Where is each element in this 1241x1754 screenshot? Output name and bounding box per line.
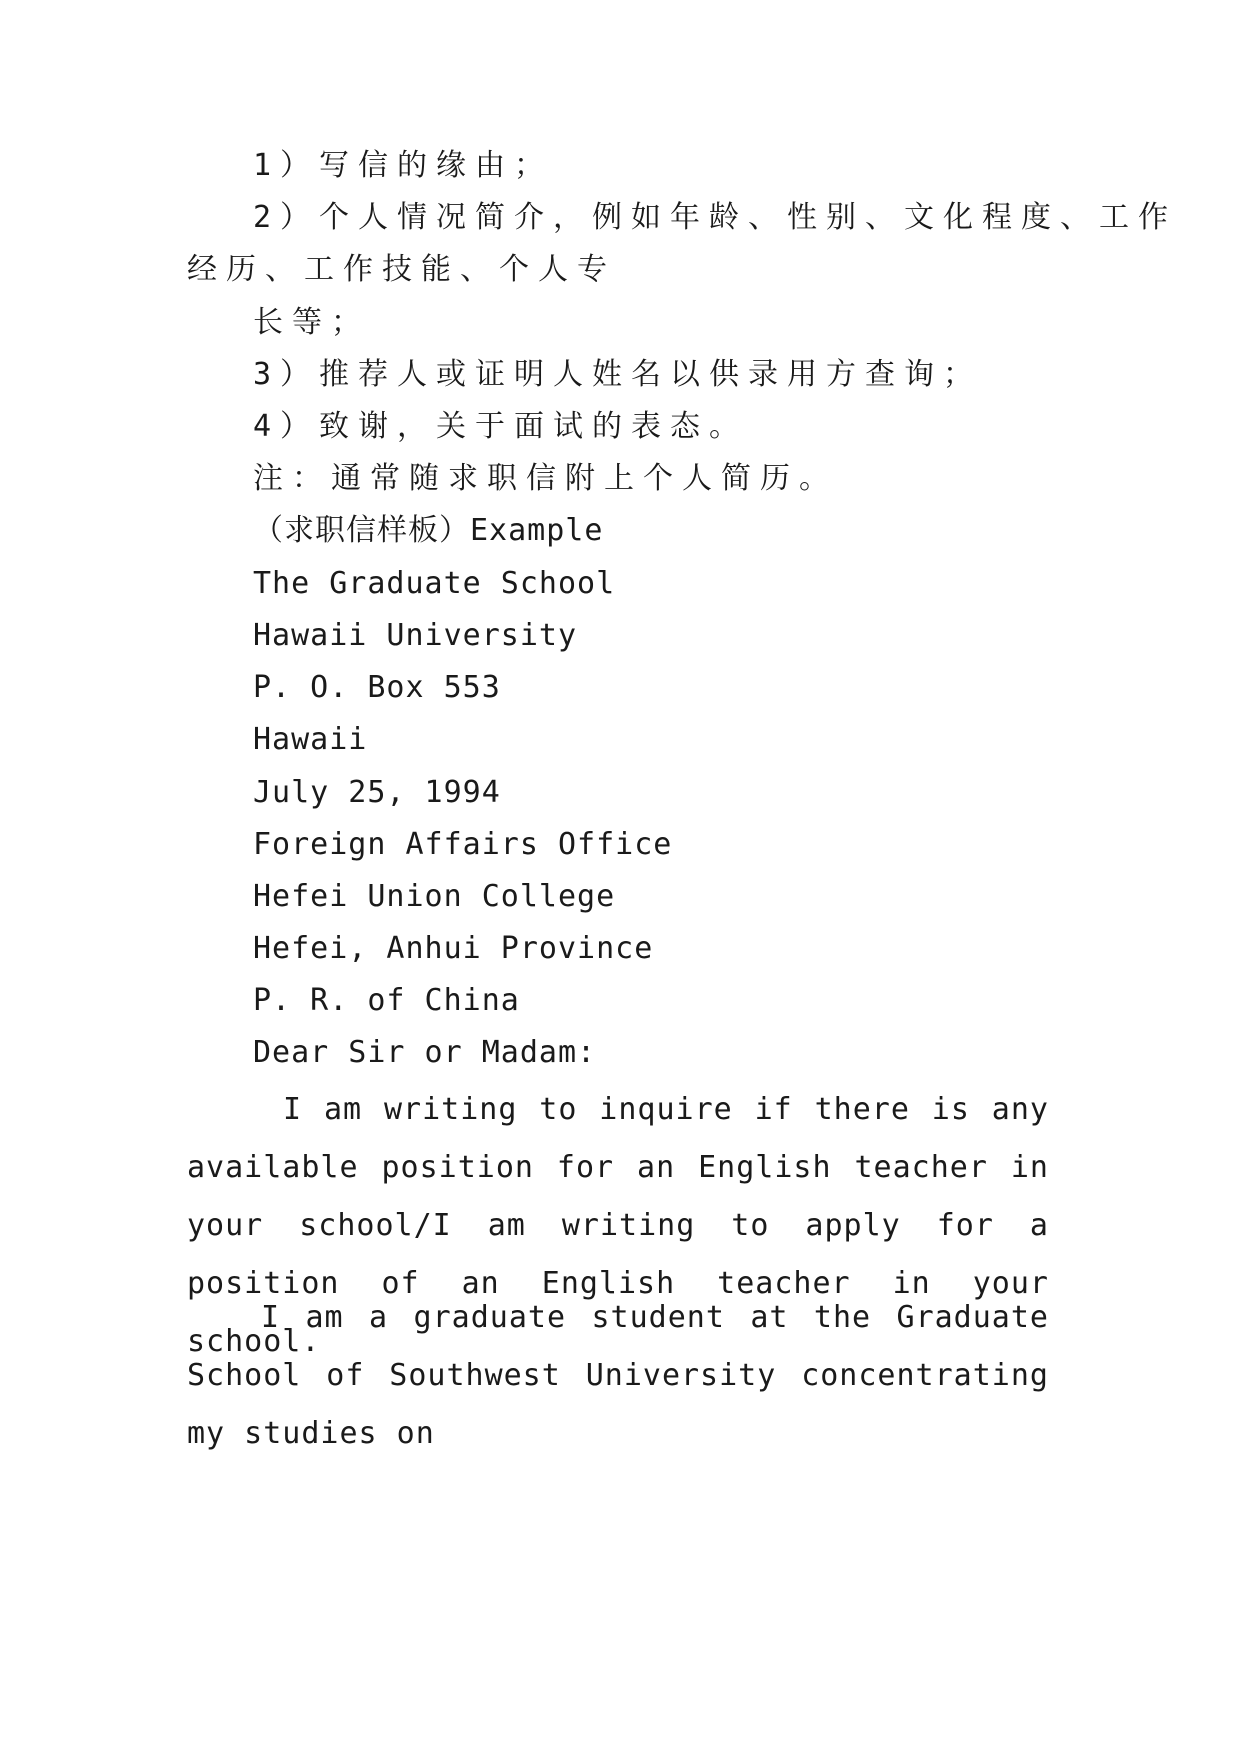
sender-address-line-1: The Graduate School — [253, 566, 616, 601]
recipient-address-line-4: P. R. of China — [253, 983, 520, 1018]
salutation: Dear Sir or Madam: — [253, 1035, 597, 1070]
recipient-address-line-1: Foreign Affairs Office — [253, 827, 673, 862]
outline-item-2-line-1: 2）个人情况简介，例如年龄、性别、文化程度、工作 — [253, 200, 1178, 235]
recipient-address-line-2: Hefei Union College — [253, 879, 616, 914]
sample-heading: （求职信样板）Example — [253, 513, 604, 548]
sender-address-line-2: Hawaii University — [253, 618, 578, 653]
note-text: 注：通常随求职信附上个人简历。 — [253, 461, 838, 496]
outline-item-2-line-3: 长等； — [253, 305, 370, 340]
outline-item-1: 1）写信的缘由； — [253, 148, 554, 183]
body-paragraph-1: I am writing to inquire if there is any available position for an English teacher in your school/I am writing to apply for a position of an English teacher in your school. — [187, 1092, 1049, 1359]
sender-address-line-3: P. O. Box 553 — [253, 670, 501, 705]
outline-item-2-line-2: 经历、工作技能、个人专 — [187, 252, 616, 287]
body-paragraph-2: I am a graduate student at the Graduate School of Southwest University concentrating my studies on — [187, 1300, 1049, 1451]
outline-item-3: 3）推荐人或证明人姓名以供录用方查询； — [253, 357, 983, 392]
letter-date: July 25, 1994 — [253, 775, 501, 810]
outline-item-4: 4）致谢，关于面试的表态。 — [253, 409, 749, 444]
recipient-address-line-3: Hefei, Anhui Province — [253, 931, 654, 966]
sender-address-line-4: Hawaii — [253, 722, 368, 757]
